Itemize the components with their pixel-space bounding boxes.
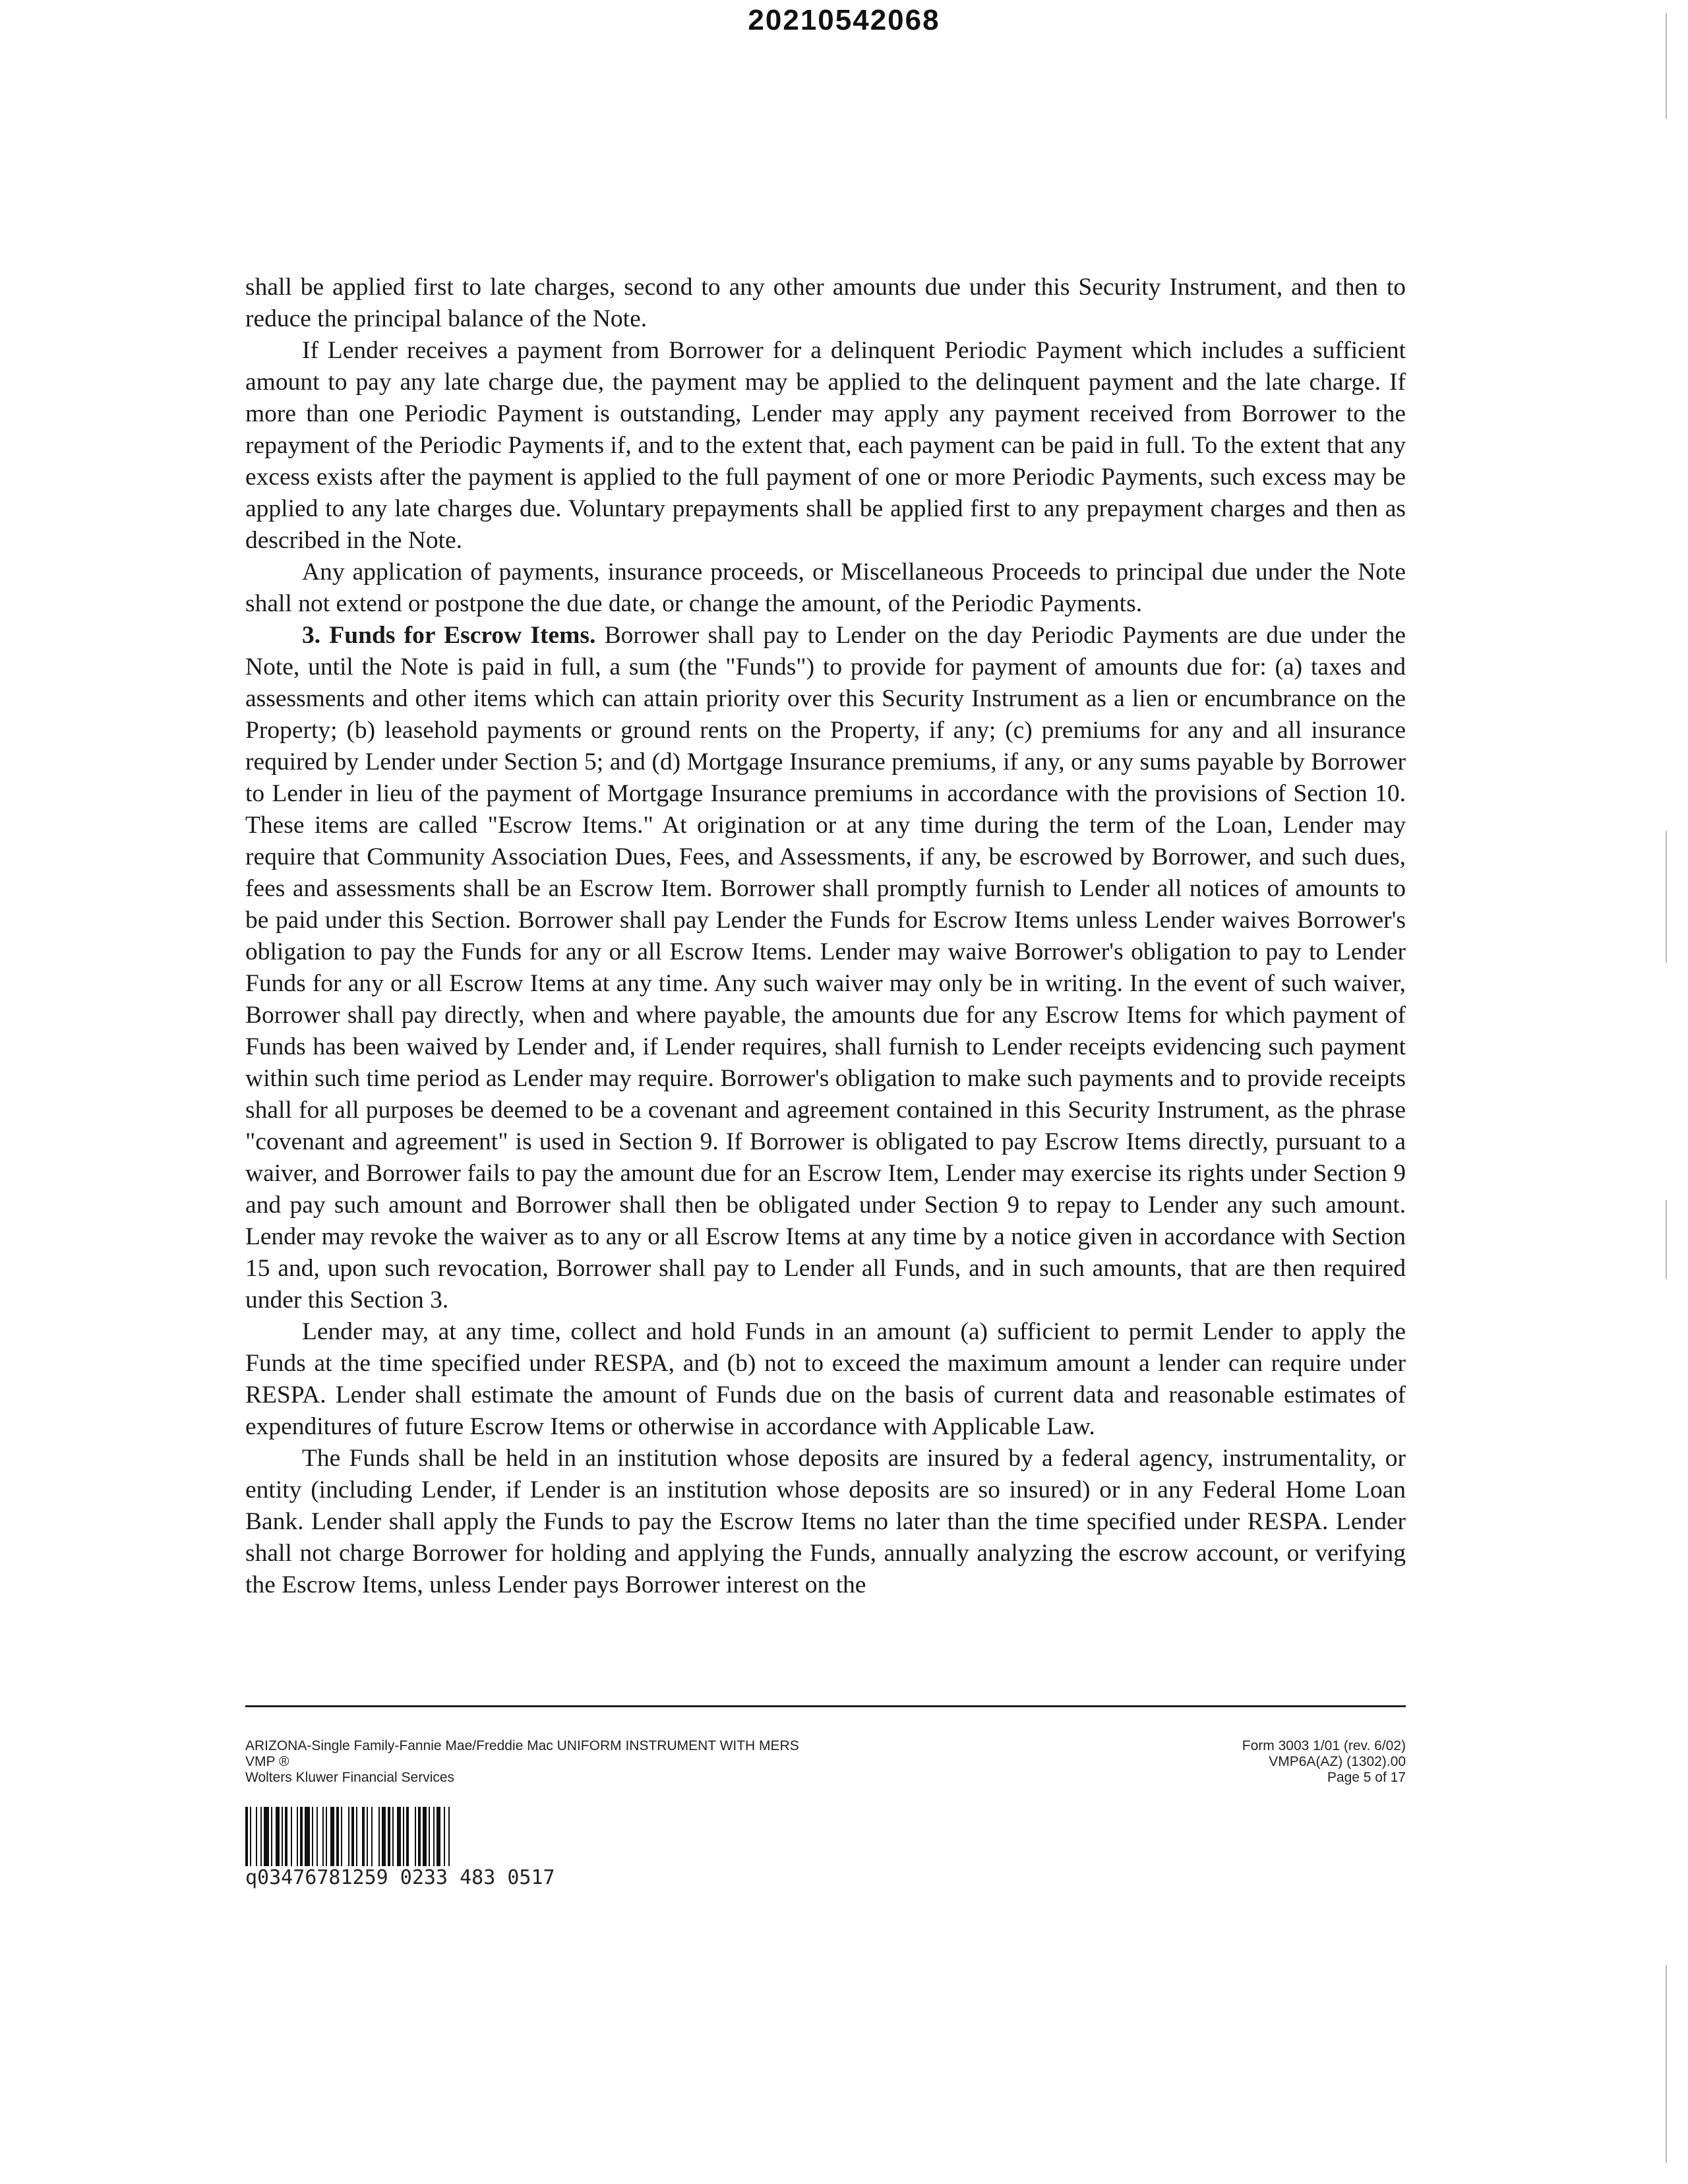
scan-edge-mark [1666,1200,1667,1279]
footer-right-line: VMP6A(AZ) (1302).00 [1269,1754,1406,1769]
paragraph-text: Lender may, at any time, collect and hold Funds in an amount (a) sufficient to permit Lender to apply the Funds at the time specified under RESPA, and (b) not to exceed the maximum amount a lender can require under RESPA. Lender shall estimate the amount of Funds due on the basis of current data and reasonable estimates of expenditures of future Escrow Items or otherwise in accordance with Applicable Law. [245,1318,1406,1440]
paragraph [245,557,1406,620]
barcode-number: q03476781259 0233 483 0517 [245,1866,555,1889]
paragraph [245,1443,1406,1601]
paragraph [245,272,1406,335]
footer-form-number [1160,1738,1406,1786]
scan-edge-mark [1666,1965,1667,2163]
paragraph-text: Any application of payments, insurance proceeds, or Miscellaneous Proceeds to principal due under the Note shall not extend or postpone the due date, or change the amount, of the Periodic Payments. [245,559,1406,617]
paragraph [245,335,1406,557]
footer-form-title [245,1738,799,1786]
paragraph-text: shall be applied first to late charges, second to any other amounts due under this Security Instrument, and then to reduce the principal balance of the Note. [245,274,1406,332]
paragraph-text: If Lender receives a payment from Borrower for a delinquent Periodic Payment which includes a sufficient amount to pay any late charge due, the payment may be applied to the delinquent payment and the late charge. If more than one Periodic Payment is outstanding, Lender may apply any payment received from Borrower to the repayment of the Periodic Payments if, and to the extent that, each payment can be paid in full. To the extent that any excess exists after the payment is applied to the full payment of one or more Periodic Payments, such excess may be applied to any late charges due. Voluntary prepayments shall be applied first to any prepayment charges and then as described in the Note. [245,337,1406,554]
document-body [245,272,1406,1601]
scan-edge-mark [1666,831,1667,963]
paragraph-text: The Funds shall be held in an institution whose deposits are insured by a federal agency, instrumentality, or entity (including Lender, if Lender is an institution whose deposits are so insured) or in any Federal Home Loan Bank. Lender shall apply the Funds to pay the Escrow Items no later than the time specified under RESPA. Lender shall not charge Borrower for holding and applying the Funds, annually analyzing the escrow account, or verifying the Escrow Items, unless Lender pays Borrower interest on the [245,1445,1406,1598]
barcode-image [245,1807,694,1866]
section-heading: 3. Funds for Escrow Items. [302,622,596,649]
footer-right-line: Form 3003 1/01 (rev. 6/02) [1242,1738,1406,1753]
paragraph [245,1316,1406,1443]
scan-edge-mark [1666,13,1667,119]
paragraph [245,620,1406,1316]
footer-right-line: Page 5 of 17 [1327,1770,1406,1785]
footer-left-line: ARIZONA-Single Family-Fannie Mae/Freddie Mac UNIFORM INSTRUMENT WITH MERS [245,1738,799,1753]
footer-divider [245,1705,1406,1707]
recording-number: 20210542068 [748,4,940,36]
paragraph-text: Borrower shall pay to Lender on the day Periodic Payments are due under the Note, until the Note is paid in full, a sum (the "Funds") to provide for payment of amounts due for: (a) taxes and assessments and other items which can attain priority over this Security Instrument as a lien or encumbrance on the Property; (b) leasehold payments or ground rents on the Property, if any; (c) premiums for any and all insurance required by Lender under Section 5; and (d) Mortgage Insurance premiums, if any, or any sums payable by Borrower to Lender in lieu of the payment of Mortgage Insurance premiums in accordance with the provisions of Section 10. These items are called "Escrow Items." At origination or at any time during the term of the Loan, Lender may require that Community Association Dues, Fees, and Assessments, if any, be escrowed by Borrower, and such dues, fees and assessments shall be an Escrow Item. Borrower shall promptly furnish to Lender all notices of amounts to be paid under this Section. Borrower shall pay Lender the Funds for Escrow Items unless Lender waives Borrower's obligation to pay the Funds for any or all Escrow Items. Lender may waive Borrower's obligation to pay to Lender Funds for any or all Escrow Items at any time. Any such waiver may only be in writing. In the event of such waiver, Borrower shall pay directly, when and where payable, the amounts due for any Escrow Items for which payment of Funds has been waived by Lender and, if Lender requires, shall furnish to Lender receipts evidencing such payment within such time period as Lender may require. Borrower's obligation to make such payments and to provide receipts shall for all purposes be deemed to be a covenant and agreement contained in this Security Instrument, as the phrase "covenant and agreement" is used in Section 9. If Borrower is obligated to pay Escrow Items directly, pursuant to a waiver, and Borrower fails to pay the amount due for an Escrow Item, Lender may exercise its rights under Section 9 and pay such amount and Borrower shall then be obligated under Section 9 to repay to Lender any such amount. Lender may revoke the waiver as to any or all Escrow Items at any time by a notice given in accordance with Section 15 and, upon such revocation, Borrower shall pay to Lender all Funds, and in such amounts, that are then required under this Section 3. [245,622,1406,1314]
footer-left-line: Wolters Kluwer Financial Services [245,1770,455,1785]
footer-left-line: VMP ® [245,1754,289,1769]
